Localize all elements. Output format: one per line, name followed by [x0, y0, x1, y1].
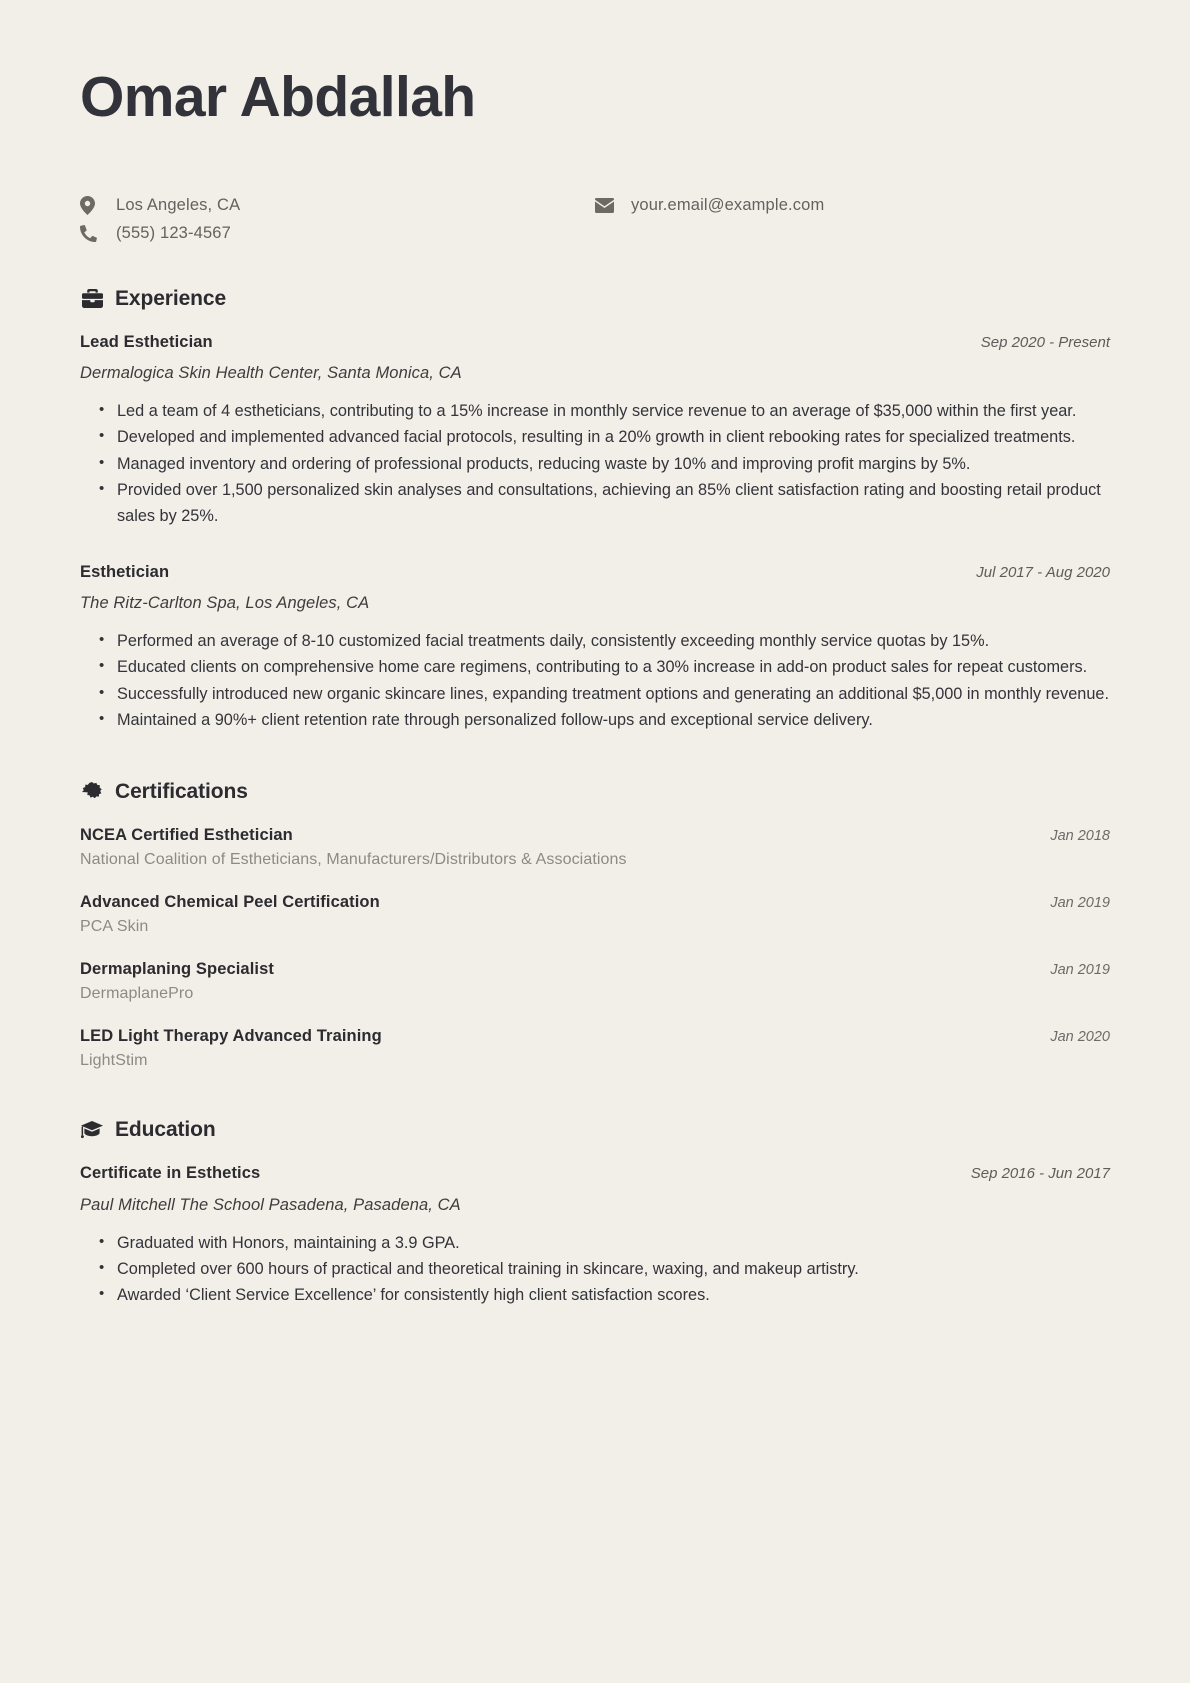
- experience-entry-header: [80, 563, 1110, 582]
- education-entry: [80, 1164, 1110, 1309]
- job-bullet: • Successfully introduced new organic skincare lines, expanding treatment options and generating an additional $5,000 in monthly revenue.: [99, 682, 1110, 707]
- certification-header: [80, 1027, 1110, 1046]
- certification-header: [80, 893, 1110, 912]
- certification-issuer: DermaplanePro: [80, 984, 194, 1002]
- certification-header: [80, 826, 1110, 845]
- graduation-cap-icon: [80, 1118, 104, 1142]
- certification-issuer: PCA Skin: [80, 917, 149, 935]
- briefcase-icon: [80, 287, 104, 311]
- school-name: Paul Mitchell The School Pasadena, Pasadena, CA: [80, 1195, 461, 1214]
- job-date-range: Jul 2017 - Aug 2020: [976, 563, 1110, 581]
- certification-issuer: LightStim: [80, 1051, 148, 1069]
- badge-starburst-icon: [80, 780, 104, 804]
- section-header-certifications: [80, 780, 1110, 804]
- job-employer: The Ritz-Carlton Spa, Los Angeles, CA: [80, 593, 370, 612]
- contact-column-right: [595, 196, 1110, 215]
- job-title: Lead Esthetician: [80, 332, 213, 351]
- contact-email: [595, 196, 1110, 215]
- section-title-education: Education: [115, 1117, 216, 1141]
- experience-entry: [80, 333, 1110, 529]
- page-title: Omar Abdallah: [80, 65, 476, 129]
- certification-name: Dermaplaning Specialist: [80, 959, 274, 978]
- certification-item: [80, 893, 1110, 936]
- job-bullet: • Performed an average of 8-10 customized facial treatments daily, consistently exceeding monthly service quotas by 15%.: [99, 629, 1110, 654]
- resume-header: [80, 65, 1110, 243]
- location-pin-icon: [80, 196, 116, 215]
- certification-item: [80, 1027, 1110, 1070]
- envelope-icon: [595, 198, 631, 213]
- certification-item: [80, 826, 1110, 869]
- education-date-range: Sep 2016 - Jun 2017: [970, 1164, 1110, 1182]
- section-experience: [80, 287, 1110, 734]
- certification-date: Jan 2019: [1050, 961, 1110, 978]
- contact-column-left: [80, 196, 595, 243]
- certification-name: LED Light Therapy Advanced Training: [80, 1026, 382, 1045]
- certification-date: Jan 2020: [1050, 1028, 1110, 1045]
- job-bullet: • Maintained a 90%+ client retention rate through personalized follow-ups and exceptional service delivery.: [99, 708, 1110, 733]
- certification-date: Jan 2019: [1050, 894, 1110, 911]
- section-title-experience: Experience: [115, 286, 227, 310]
- education-entry-header: [80, 1164, 1110, 1183]
- email-text: your.email@example.com: [631, 195, 825, 214]
- job-date-range: Sep 2020 - Present: [980, 333, 1110, 351]
- job-bullet-list: [80, 629, 1110, 734]
- certification-name: Advanced Chemical Peel Certification: [80, 892, 380, 911]
- education-bullet-list: [80, 1231, 1110, 1309]
- job-bullet: • Provided over 1,500 personalized skin analyses and consultations, achieving an 85% client satisfaction rating and boosting retail product sales by 25%.: [99, 478, 1110, 529]
- certification-issuer: National Coalition of Estheticians, Manufacturers/Distributors & Associations: [80, 850, 627, 868]
- location-text: Los Angeles, CA: [116, 195, 241, 214]
- section-education: [80, 1118, 1110, 1309]
- phone-text: (555) 123-4567: [116, 223, 231, 242]
- certification-item: [80, 960, 1110, 1003]
- contact-phone: [80, 224, 595, 243]
- job-title: Esthetician: [80, 562, 170, 581]
- section-header-experience: [80, 287, 1110, 311]
- experience-entry-header: [80, 333, 1110, 352]
- phone-icon: [80, 225, 116, 242]
- certification-header: [80, 960, 1110, 979]
- job-bullet: • Educated clients on comprehensive home care regimens, contributing to a 30% increase in add-on product sales for repeat customers.: [99, 655, 1110, 680]
- education-bullet: • Graduated with Honors, maintaining a 3.9 GPA.: [99, 1231, 1110, 1256]
- section-title-certifications: Certifications: [115, 779, 248, 803]
- certification-name: NCEA Certified Esthetician: [80, 825, 293, 844]
- section-header-education: [80, 1118, 1110, 1142]
- job-bullet-list: [80, 399, 1110, 529]
- experience-entry: [80, 563, 1110, 734]
- job-employer: Dermalogica Skin Health Center, Santa Monica, CA: [80, 363, 462, 382]
- job-bullet: • Managed inventory and ordering of professional products, reducing waste by 10% and improving profit margins by 5%.: [99, 452, 1110, 477]
- contact-info: [80, 196, 1110, 243]
- education-bullet: • Completed over 600 hours of practical and theoretical training in skincare, waxing, and makeup artistry.: [99, 1257, 1110, 1282]
- job-bullet: • Led a team of 4 estheticians, contributing to a 15% increase in monthly service revenue to an average of $35,000 within the first year.: [99, 399, 1110, 424]
- degree-title: Certificate in Esthetics: [80, 1163, 261, 1182]
- education-bullet: • Awarded ‘Client Service Excellence’ for consistently high client satisfaction scores.: [99, 1283, 1110, 1308]
- certification-date: Jan 2018: [1050, 827, 1110, 844]
- job-bullet: • Developed and implemented advanced facial protocols, resulting in a 20% growth in client rebooking rates for specialized treatments.: [99, 425, 1110, 450]
- contact-location: [80, 196, 595, 215]
- section-certifications: [80, 780, 1110, 1070]
